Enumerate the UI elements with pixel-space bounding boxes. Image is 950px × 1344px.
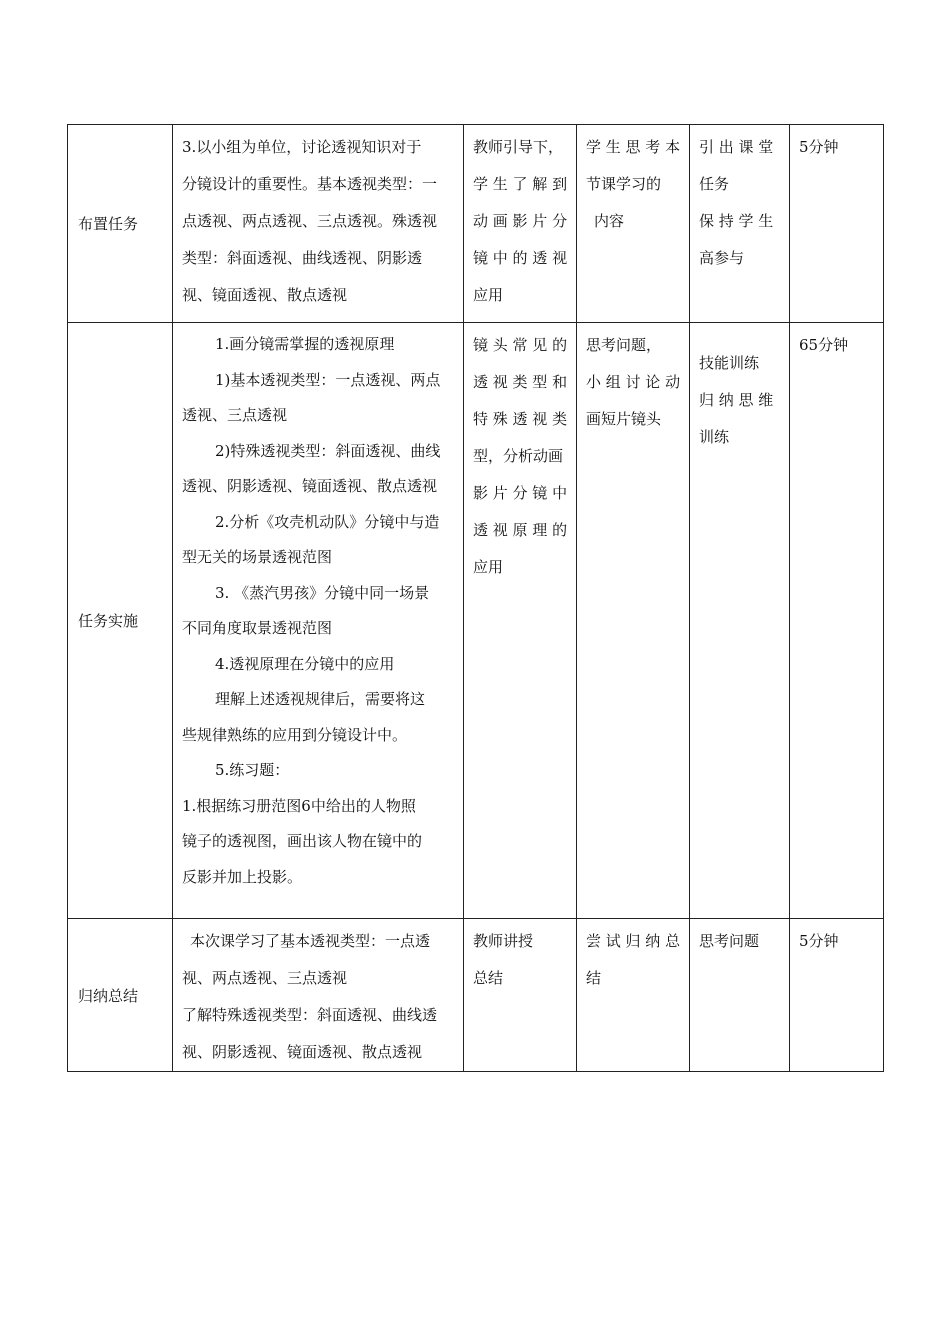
teacher-line: 特 殊 透 视 类 <box>473 410 568 428</box>
teacher-line: 镜 中 的 透 视 <box>473 249 568 267</box>
intent-line: 保 持 学 生 <box>699 212 774 230</box>
teacher-line: 应用 <box>473 558 504 576</box>
stage-label: 布置任务 <box>78 215 139 233</box>
intent-line: 技能训练 <box>699 354 760 372</box>
student-line: 内容 <box>594 212 625 230</box>
teacher-line: 教师讲授 <box>473 932 534 950</box>
student-activity-cell <box>577 323 690 919</box>
student-line: 学 生 思 考 本 <box>586 138 681 156</box>
teacher-line: 学 生 了 解 到 <box>473 175 568 193</box>
content-line: 分镜设计的重要性。基本透视类型：一 <box>182 175 438 193</box>
content-line: 1.根据练习册范图6中给出的人物照 <box>182 796 416 815</box>
table-row <box>68 323 884 919</box>
content-line: 本次课学习了基本透视类型：一点透 <box>190 932 431 950</box>
content-line: 型无关的场景透视范图 <box>182 548 333 566</box>
teacher-line: 总结 <box>473 969 504 987</box>
content-line: 视、阴影透视、镜面透视、散点透视 <box>182 1043 423 1061</box>
content-line: 反影并加上投影。 <box>182 867 303 886</box>
intent-line: 引 出 课 堂 <box>699 138 774 156</box>
design-intent-cell <box>690 323 790 919</box>
stage-cell <box>68 919 173 1072</box>
student-line: 尝 试 归 纳 总 <box>586 932 681 950</box>
student-line: 结 <box>586 969 602 987</box>
content-line: 理解上述透视规律后，需要将这 <box>215 690 426 708</box>
design-intent-cell <box>690 125 790 323</box>
teacher-line: 动 画 影 片 分 <box>473 212 568 230</box>
content-line: 4.透视原理在分镜中的应用 <box>215 654 395 673</box>
teacher-line: 透 视 类 型 和 <box>473 373 568 391</box>
student-activity-cell <box>577 125 690 323</box>
teacher-line: 型，分析动画 <box>473 447 564 465</box>
stage-cell <box>68 323 173 919</box>
intent-line: 高参与 <box>699 249 745 267</box>
content-line: 2.分析《攻壳机动队》分镜中与造 <box>215 512 440 531</box>
teacher-activity-cell <box>464 125 577 323</box>
time-label: 5分钟 <box>799 932 839 950</box>
stage-label: 归纳总结 <box>78 986 139 1005</box>
content-line: 视、两点透视、三点透视 <box>182 969 348 987</box>
content-line: 透视、阴影透视、镜面透视、散点透视 <box>182 477 438 495</box>
content-line: 3.以小组为单位，讨论透视知识对于 <box>182 138 422 156</box>
content-cell <box>173 919 464 1072</box>
content-cell <box>173 323 464 919</box>
content-line: 类型：斜面透视、曲线透视、阴影透 <box>182 249 423 267</box>
student-activity-cell <box>577 919 690 1072</box>
content-line: 些规律熟练的应用到分镜设计中。 <box>182 725 408 744</box>
student-line: 小 组 讨 论 动 <box>586 373 681 391</box>
time-label: 65分钟 <box>799 336 849 354</box>
content-line: 1.画分镜需掌握的透视原理 <box>215 335 395 353</box>
content-cell <box>173 125 464 323</box>
table-row <box>68 125 884 323</box>
intent-line: 训练 <box>699 428 730 446</box>
intent-line: 思考问题 <box>699 932 760 950</box>
time-cell <box>790 125 884 323</box>
stage-cell <box>68 125 173 323</box>
student-line: 思考问题， <box>586 336 662 354</box>
teacher-line: 教师引导下， <box>473 138 564 156</box>
content-line: 视、镜面透视、散点透视 <box>182 286 348 304</box>
content-line: 2)特殊透视类型：斜面透视、曲线 <box>215 441 441 460</box>
stage-label: 任务实施 <box>78 612 139 630</box>
student-line: 画短片镜头 <box>586 410 662 428</box>
teacher-line: 透 视 原 理 的 <box>473 521 568 539</box>
content-line: 1)基本透视类型：一点透视、两点 <box>215 370 441 389</box>
teacher-line: 影 片 分 镜 中 <box>473 484 568 502</box>
content-line: 点透视、两点透视、三点透视。殊透视 <box>182 212 438 230</box>
content-line: 不同角度取景透视范图 <box>182 619 333 637</box>
student-line: 节课学习的 <box>586 175 662 193</box>
teacher-line: 应用 <box>473 286 504 304</box>
content-line: 透视、三点透视 <box>182 406 288 424</box>
teacher-line: 镜 头 常 见 的 <box>473 336 568 354</box>
content-line: 镜子的透视图，画出该人物在镜中的 <box>182 832 423 850</box>
content-line: 3. 《蒸汽男孩》分镜中同一场景 <box>215 583 430 602</box>
time-cell <box>790 919 884 1072</box>
content-line: 了解特殊透视类型：斜面透视、曲线透 <box>182 1006 438 1024</box>
time-cell <box>790 323 884 919</box>
time-label: 5分钟 <box>799 138 839 156</box>
design-intent-cell <box>690 919 790 1072</box>
teacher-activity-cell <box>464 323 577 919</box>
lesson-plan-table <box>67 124 884 1072</box>
intent-line: 归 纳 思 维 <box>699 391 774 409</box>
table-row <box>68 919 884 1072</box>
intent-line: 任务 <box>699 175 730 193</box>
content-line: 5.练习题： <box>215 761 290 779</box>
teacher-activity-cell <box>464 919 577 1072</box>
